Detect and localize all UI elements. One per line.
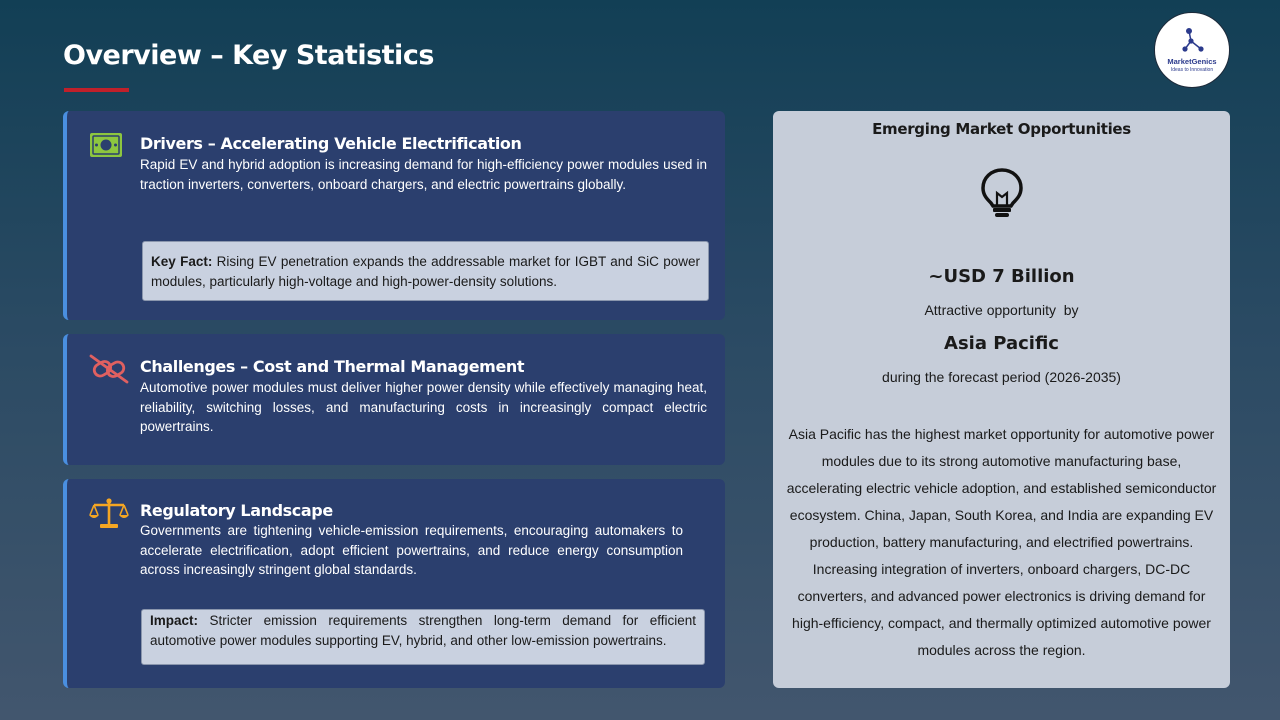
region-name: Asia Pacific <box>944 333 1059 354</box>
opportunity-panel <box>773 111 1230 688</box>
impact-text: Stricter emission requirements strengthen long-term demand for efficient automotive power modules supporting EV, hybrid, and other low-emission powertrains. <box>150 613 696 648</box>
network-logo-icon <box>1182 27 1204 53</box>
challenges-body: Automotive power modules must deliver higher power density while effectively managing heat, reliability, switching losses, and manufacturing costs in increasingly compact electric powertrains. <box>140 380 707 434</box>
scales-icon <box>89 497 129 534</box>
page-title: Overview – Key Statistics <box>63 40 434 71</box>
opportunity-subtitle: Attractive opportunity by <box>924 302 1079 318</box>
drivers-card <box>63 111 725 320</box>
regulatory-card <box>63 479 725 688</box>
lightbulb-icon <box>980 167 1024 224</box>
logo-tagline: Ideas to Innovation <box>1170 67 1214 73</box>
broken-link-icon <box>89 354 129 389</box>
company-logo <box>1154 12 1230 88</box>
money-icon <box>89 132 123 163</box>
regulatory-heading: Regulatory Landscape <box>140 501 333 520</box>
drivers-body: Rapid EV and hybrid adoption is increasing demand for high-efficiency power modules used in traction inverters, converters, onboard chargers, and electric powertrains globally. <box>140 157 707 192</box>
forecast-period: during the forecast period (2026-2035) <box>882 369 1121 385</box>
opportunity-heading: Emerging Market Opportunities <box>872 120 1131 138</box>
impact-label: Impact: <box>150 613 199 628</box>
opportunity-description: Asia Pacific has the highest market opportunity for automotive power modules due to its strong automotive manufacturing base, accelerating electric vehicle adoption, and established semiconductor ecosystem. China, Japan, South Korea, and India are expanding EV production, battery manufacturing, and electrified powertrains. Increasing integration of inverters, onboard chargers, DC-DC converters, and advanced power electronics is driving demand for high-efficiency, compact, and thermally optimized automotive power modules across the region. <box>786 426 1217 658</box>
title-underline <box>64 88 129 92</box>
market-value: ~USD 7 Billion <box>928 266 1075 287</box>
impact-box <box>141 609 705 665</box>
regulatory-body: Governments are tightening vehicle-emission requirements, encouraging automakers to accelerate electrification, adopt efficient powertrains, and reduce energy consumption across increasingly stringent global standards. <box>140 523 683 577</box>
key-fact-label: Key Fact: <box>151 254 213 269</box>
challenges-heading: Challenges – Cost and Thermal Management <box>140 357 525 376</box>
challenges-card <box>63 334 725 465</box>
logo-name: MarketGenics <box>1167 57 1217 66</box>
key-fact-text: Rising EV penetration expands the addressable market for IGBT and SiC power modules, particularly high-voltage and high-power-density solutions. <box>151 254 700 289</box>
key-fact-box <box>142 241 709 301</box>
drivers-heading: Drivers – Accelerating Vehicle Electrification <box>140 134 522 153</box>
